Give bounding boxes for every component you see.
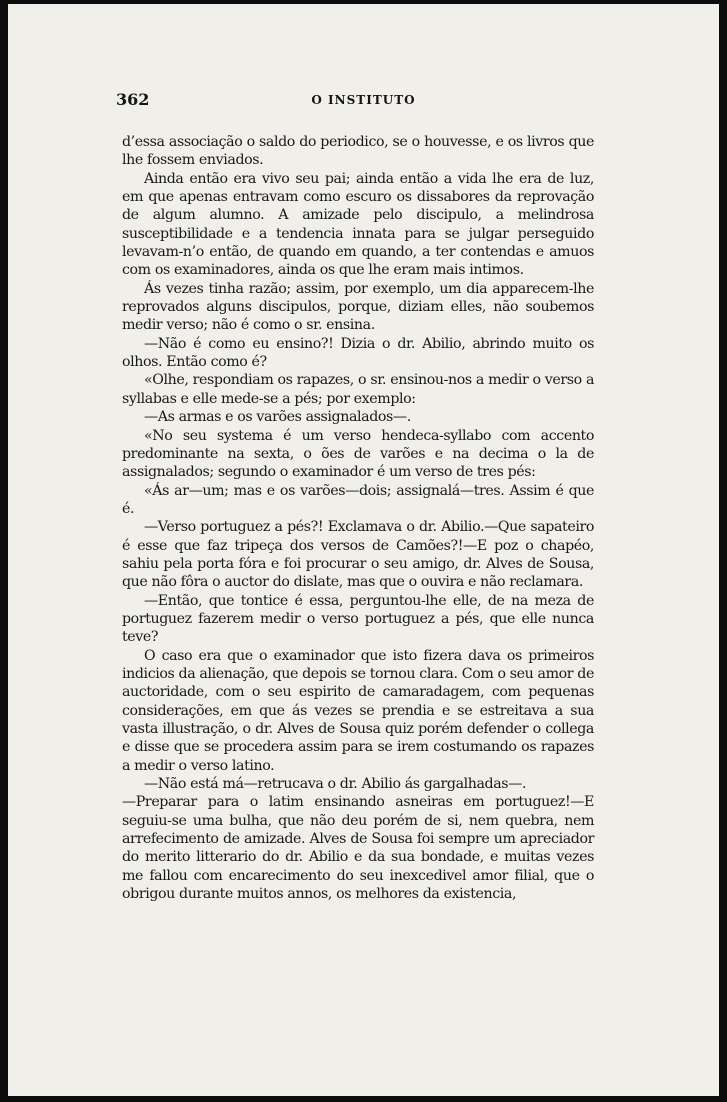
paragraph: «Olhe, respondiam os rapazes, o sr. ensinou-nos a medir o verso a syllabas e elle mede-se a pés; por exemplo: [122,372,594,407]
paragraph: d’essa associação o saldo do periodico, se o houvesse, e os livros que lhe fossem enviados. [122,134,594,169]
paragraph: Ás vezes tinha razão; assim, por exemplo, um dia apparecem-lhe reprovados alguns discipulos, porque, diziam elles, não soubemos medir verso; não é como o sr. ensina. [122,280,594,334]
paragraph: «Ás ar—um; mas e os varões—dois; assignalá—tres. Assim é que é. [122,482,594,517]
paragraph: —Verso portuguez a pés?! Exclamava o dr. Abilio.—Que sapateiro é esse que faz tripeça dos versos de Camões?!—E poz o chapéo, sahiu pela porta fóra e foi procurar o seu amigo, dr. Alves de Sousa, que não fôra o auctor do dislate, mas que o ouvira e não reclamara. [122,519,594,591]
page-number: 362 [116,90,150,109]
paragraph: O caso era que o examinador que isto fizera dava os primeiros indicios da alienação, que depois se tornou clara. Com o seu amor de auctoridade, com o seu espirito de camaradagem, com pequenas considerações, em que ás vezes se prendia e se estreitava a sua vasta illustração, o dr. Alves de Sousa quiz porém defender o collega e disse que se procedera assim para se irem costumando os rapazes a medir o verso latino. [122,647,594,774]
body-text [122,133,594,903]
paragraph: —As armas e os varões assignalados—. [144,409,411,426]
paragraph: —Então, que tontice é essa, perguntou-lhe elle, de na meza de portuguez fazerem medir o verso portuguez a pés, que elle nunca teve? [122,592,594,646]
paragraph: Ainda então era vivo seu pai; ainda então a vida lhe era de luz, em que apenas entravam como escuro os dissabores da reprovação de algum alumno. A amizade pelo discipulo, a melindrosa susceptibilidade e a tendencia innata para se julgar perseguido levavam-n’o então, de quando em quando, a ter contendas e amuos com os examinadores, ainda os que lhe eram mais intimos. [122,170,594,279]
paragraph: «No seu systema é um verso hendeca-syllabo com accento predominante na sexta, o ões de varões e na decima o la de assignalados; segundo o examinador é um verso de tres pés: [122,427,594,481]
paragraph: —Preparar para o latim ensinando asneiras em portuguez!—E seguiu-se uma bulha, que não deu porém de si, nem quebra, nem arrefecimento de amizade. Alves de Sousa foi sempre um apreciador do merito litterario do dr. Abilio e da sua bondade, e muitas vezes me fallou com encarecimento do seu inexcedivel amor filial, que o obrigou durante muitos annos, os melhores da existencia, [122,794,594,903]
paragraph: —Não é como eu ensino?! Dizia o dr. Abilio, abrindo muito os olhos. Então como é? [122,335,594,371]
paragraph: —Não está má—retrucava o dr. Abilio ás gargalhadas—. [144,776,527,793]
running-title: O INSTITUTO [311,93,416,107]
